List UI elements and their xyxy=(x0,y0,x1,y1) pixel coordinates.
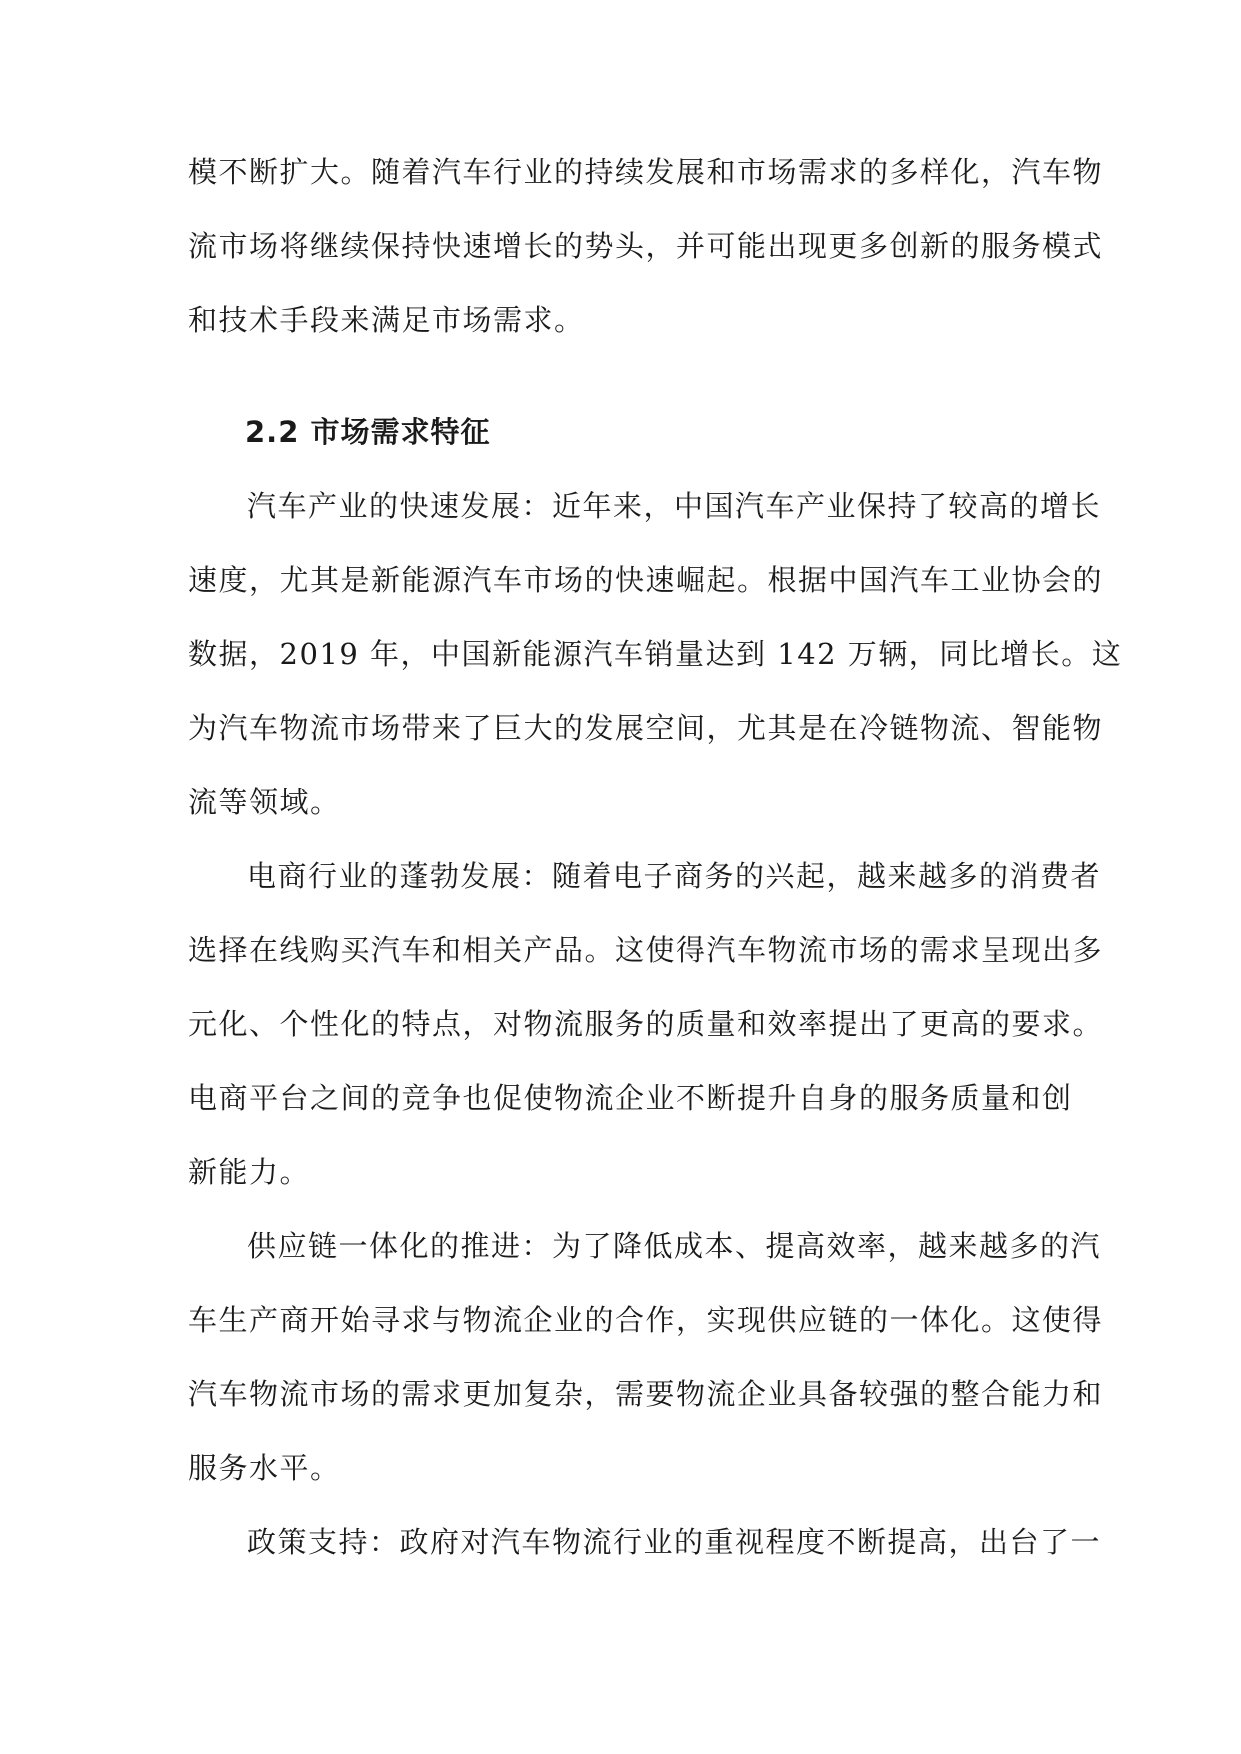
text-line: 数据，2019 年，中国新能源汽车销量达到 142 万辆，同比增长。这 xyxy=(188,637,1123,671)
text-line: 和技术手段来满足市场需求。 xyxy=(188,303,585,337)
text-line: 汽车产业的快速发展：近年来，中国汽车产业保持了较高的增长 xyxy=(247,489,1102,523)
text-line: 选择在线购买汽车和相关产品。这使得汽车物流市场的需求呈现出多 xyxy=(188,933,1104,967)
text-line: 服务水平。 xyxy=(188,1451,341,1485)
text-line: 流等领域。 xyxy=(188,785,341,819)
section-heading: 2.2 市场需求特征 xyxy=(245,415,491,449)
text-line: 速度，尤其是新能源汽车市场的快速崛起。根据中国汽车工业协会的 xyxy=(188,563,1104,597)
text-line: 流市场将继续保持快速增长的势头，并可能出现更多创新的服务模式 xyxy=(188,229,1104,263)
text-line: 新能力。 xyxy=(188,1155,311,1189)
text-line: 电商行业的蓬勃发展：随着电子商务的兴起，越来越多的消费者 xyxy=(247,859,1102,893)
text-line: 电商平台之间的竞争也促使物流企业不断提升自身的服务质量和创 xyxy=(188,1081,1073,1115)
text-line: 政策支持：政府对汽车物流行业的重视程度不断提高，出台了一 xyxy=(247,1525,1102,1559)
text-line: 供应链一体化的推进：为了降低成本、提高效率，越来越多的汽 xyxy=(247,1229,1102,1263)
text-line: 模不断扩大。随着汽车行业的持续发展和市场需求的多样化，汽车物 xyxy=(188,155,1104,189)
text-line: 汽车物流市场的需求更加复杂，需要物流企业具备较强的整合能力和 xyxy=(188,1377,1104,1411)
text-line: 为汽车物流市场带来了巨大的发展空间，尤其是在冷链物流、智能物 xyxy=(188,711,1104,745)
text-line: 元化、个性化的特点，对物流服务的质量和效率提出了更高的要求。 xyxy=(188,1007,1104,1041)
text-line: 车生产商开始寻求与物流企业的合作，实现供应链的一体化。这使得 xyxy=(188,1303,1104,1337)
